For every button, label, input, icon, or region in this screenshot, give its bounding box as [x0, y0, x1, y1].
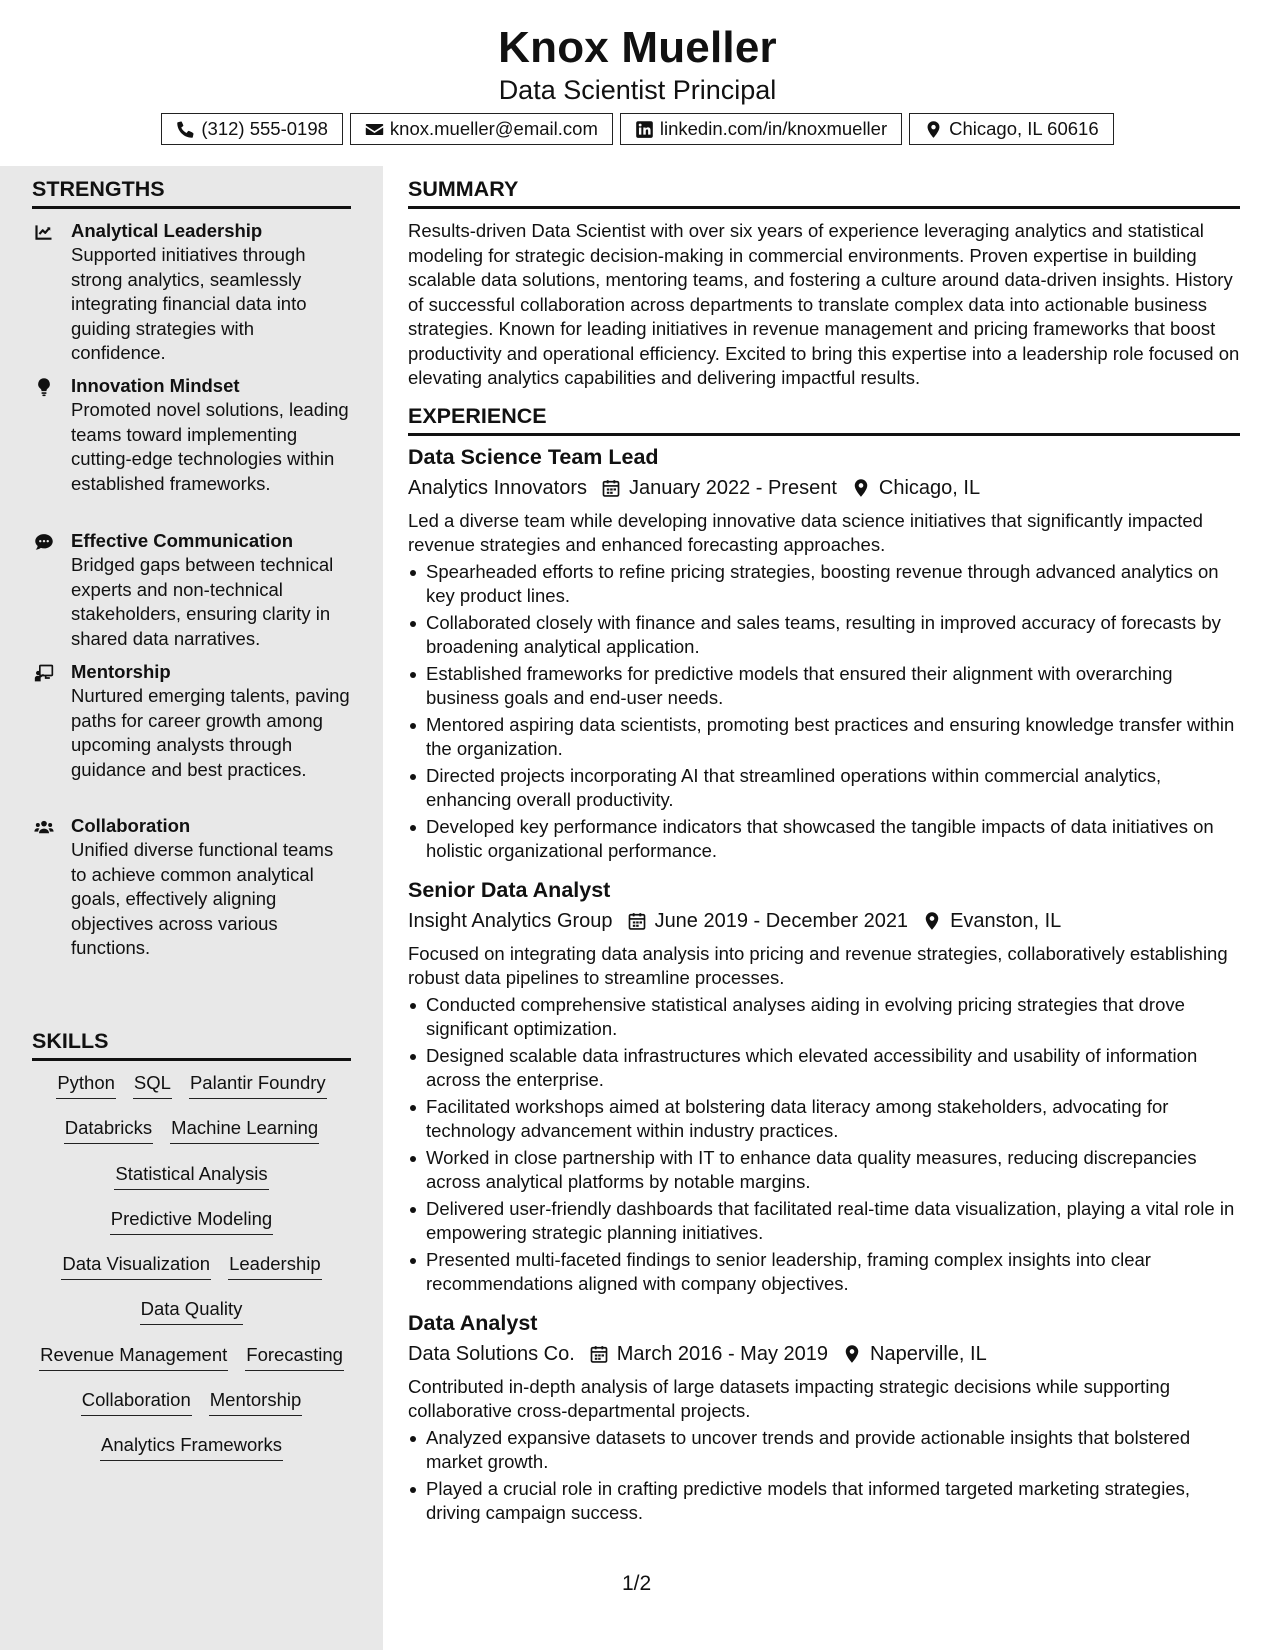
- skill-row: [32, 1251, 351, 1296]
- job-bullet: Presented multi-faceted findings to senior leadership, framing complex insights into clear recommendations aligned with company objectives.: [408, 1248, 1240, 1297]
- skills-list: [32, 1070, 351, 1478]
- skill-row: [32, 1161, 351, 1206]
- job-meta: [408, 474, 1240, 502]
- strength-title: Effective Communication: [71, 530, 294, 551]
- skill-row: [32, 1342, 351, 1387]
- job-bullet: Spearheaded efforts to refine pricing strategies, boosting revenue through advanced analytics on key product lines.: [408, 560, 1240, 609]
- linkedin-icon: [635, 120, 654, 139]
- skill-tag: Machine Learning: [170, 1115, 319, 1144]
- skill-tag: Leadership: [228, 1251, 322, 1280]
- experience-entry: [408, 443, 1240, 864]
- calendar-icon: [589, 1344, 609, 1364]
- job-bullet: Played a crucial role in crafting predictive models that informed targeted marketing strategies, driving campaign success.: [408, 1477, 1240, 1526]
- contact-email-text: knox.mueller@email.com: [389, 118, 598, 139]
- contact-bar: [0, 113, 1275, 145]
- skill-row: [32, 1387, 351, 1432]
- line-chart-icon: [34, 222, 54, 242]
- job-bullets: [408, 560, 1240, 864]
- job-meta: [408, 1340, 1240, 1368]
- experience-entry: [408, 876, 1240, 1297]
- skill-tag: Mentorship: [209, 1387, 303, 1416]
- job-description: Contributed in-depth analysis of large datasets impacting strategic decisions while supporting collaborative cross-departmental projects.: [408, 1375, 1171, 1421]
- skills-heading: SKILLS: [32, 1028, 351, 1061]
- skill-tag: Palantir Foundry: [189, 1070, 327, 1099]
- phone-icon: [176, 120, 195, 139]
- experience-list: [408, 443, 1240, 1526]
- strength-title: Analytical Leadership: [71, 220, 263, 241]
- job-bullet: Analyzed expansive datasets to uncover trends and provide actionable insights that bolstered market growth.: [408, 1426, 1240, 1475]
- lightbulb-icon: [34, 377, 54, 397]
- summary-heading: SUMMARY: [408, 176, 1240, 209]
- main-column: [408, 166, 1240, 1528]
- strength-title: Innovation Mindset: [71, 375, 240, 396]
- skill-tag: Revenue Management: [39, 1342, 228, 1371]
- envelope-icon: [365, 120, 384, 139]
- skill-tag: Python: [56, 1070, 116, 1099]
- job-title: Data Science Team Lead: [408, 444, 659, 469]
- strength-description: Supported initiatives through strong analytics, seamlessly integrating financial data into guiding strategies with confidence.: [71, 244, 307, 363]
- skill-tag: Analytics Frameworks: [100, 1432, 283, 1461]
- job-bullets: [408, 993, 1240, 1297]
- map-pin-icon: [924, 120, 943, 139]
- job-location: Naperville, IL: [870, 1342, 987, 1365]
- calendar-icon: [627, 911, 647, 931]
- experience-entry: [408, 1309, 1240, 1526]
- contact-email[interactable]: [350, 113, 613, 145]
- skill-tag: Forecasting: [245, 1342, 344, 1371]
- skill-tag: Databricks: [64, 1115, 153, 1144]
- presenter-icon: [34, 663, 54, 683]
- job-location: Evanston, IL: [950, 909, 1062, 932]
- skill-tag: Data Visualization: [61, 1251, 211, 1280]
- speech-bubble-icon: [34, 532, 54, 552]
- job-bullet: Established frameworks for predictive models that ensured their alignment with overarching business goals and end-user needs.: [408, 662, 1240, 711]
- job-company: Insight Analytics Group: [408, 909, 613, 932]
- page-number: 1/2: [622, 1572, 652, 1595]
- strength-description: Unified diverse functional teams to achieve common analytical goals, effectively aligning objectives across various functions.: [71, 839, 334, 958]
- skill-row: [32, 1070, 351, 1115]
- job-dates: June 2019 - December 2021: [654, 909, 909, 932]
- skill-row: [32, 1206, 351, 1251]
- contact-location[interactable]: [909, 113, 1113, 145]
- contact-linkedin-text: linkedin.com/in/knoxmueller: [659, 118, 888, 139]
- experience-heading: EXPERIENCE: [408, 403, 1240, 436]
- skill-row: [32, 1296, 351, 1341]
- job-bullet: Facilitated workshops aimed at bolstering data literacy among stakeholders, advocating for technology advancement within industry practices.: [408, 1095, 1240, 1144]
- skill-tag: Statistical Analysis: [114, 1161, 268, 1190]
- strength-description: Nurtured emerging talents, paving paths for career growth among upcoming analysts through guidance and best practices.: [71, 685, 350, 780]
- calendar-icon: [601, 478, 621, 498]
- job-company: Data Solutions Co.: [408, 1342, 575, 1365]
- strengths-heading: STRENGTHS: [32, 176, 351, 209]
- job-title: Data Analyst: [408, 1310, 538, 1335]
- job-bullets: [408, 1426, 1240, 1526]
- map-pin-icon: [922, 911, 942, 931]
- job-title: Senior Data Analyst: [408, 877, 611, 902]
- users-icon: [34, 817, 54, 837]
- job-location: Chicago, IL: [878, 476, 981, 499]
- candidate-name: Knox Mueller: [498, 23, 777, 72]
- job-bullet: Worked in close partnership with IT to enhance data quality measures, reducing discrepancies across analytical platforms by notable margins.: [408, 1146, 1240, 1195]
- job-bullet: Directed projects incorporating AI that streamlined operations within commercial analytics, enhancing overall productivity.: [408, 764, 1240, 813]
- skill-tag: Data Quality: [140, 1296, 244, 1325]
- strength-title: Mentorship: [71, 661, 171, 682]
- candidate-title: Data Scientist Principal: [498, 75, 777, 105]
- job-meta: [408, 907, 1240, 935]
- skill-tag: Collaboration: [81, 1387, 192, 1416]
- summary-text: Results-driven Data Scientist with over six years of experience leveraging analytics and statistical modeling for strategic decision-making in commercial environments. Proven expertise in building scalable data solutions, mentoring teams, and fostering a culture around data-driven insights. History of successful collaboration across departments to translate complex data into actionable business strategies. Known for leading initiatives in revenue management and pricing frameworks that boost productivity and operational efficiency. Excited to bring this expertise into a leadership role focused on elevating analytics capabilities and delivering impactful results.: [408, 220, 1240, 388]
- job-description: Led a diverse team while developing innovative data science initiatives that significantly impacted revenue strategies and enhanced forecasting approaches.: [408, 509, 1203, 555]
- contact-linkedin[interactable]: [620, 113, 902, 145]
- skill-row: [32, 1432, 351, 1477]
- job-bullet: Developed key performance indicators that showcased the tangible impacts of data initiatives on holistic organizational performance.: [408, 815, 1240, 864]
- job-dates: January 2022 - Present: [628, 476, 837, 499]
- contact-location-text: Chicago, IL 60616: [949, 118, 1099, 139]
- job-dates: March 2016 - May 2019: [616, 1342, 828, 1365]
- strength-description: Promoted novel solutions, leading teams toward implementing cutting-edge technologies within established frameworks.: [71, 399, 349, 494]
- skill-tag: Predictive Modeling: [110, 1206, 273, 1235]
- job-bullet: Conducted comprehensive statistical analyses aiding in evolving pricing strategies that drove significant optimization.: [408, 993, 1240, 1042]
- skill-tag: SQL: [133, 1070, 172, 1099]
- job-bullet: Designed scalable data infrastructures which elevated accessibility and usability of information across the enterprise.: [408, 1044, 1240, 1093]
- strength-description: Bridged gaps between technical experts and non-technical stakeholders, ensuring clarity in shared data narratives.: [71, 554, 334, 649]
- contact-phone[interactable]: [161, 113, 343, 145]
- skill-row: [32, 1115, 351, 1160]
- job-bullet: Mentored aspiring data scientists, promoting best practices and ensuring knowledge transfer within the organization.: [408, 713, 1240, 762]
- contact-phone-text: (312) 555-0198: [201, 118, 328, 139]
- job-bullet: Delivered user-friendly dashboards that facilitated real-time data visualization, playing a vital role in empowering strategic planning initiatives.: [408, 1197, 1240, 1246]
- map-pin-icon: [851, 478, 871, 498]
- job-company: Analytics Innovators: [408, 476, 587, 499]
- map-pin-icon: [842, 1344, 862, 1364]
- job-description: Focused on integrating data analysis into pricing and revenue strategies, collaboratively establishing robust data pipelines to streamline processes.: [408, 942, 1228, 988]
- resume-header: [0, 0, 1275, 166]
- strength-title: Collaboration: [71, 815, 191, 836]
- job-bullet: Collaborated closely with finance and sales teams, resulting in improved accuracy of forecasts by broadening analytical application.: [408, 611, 1240, 660]
